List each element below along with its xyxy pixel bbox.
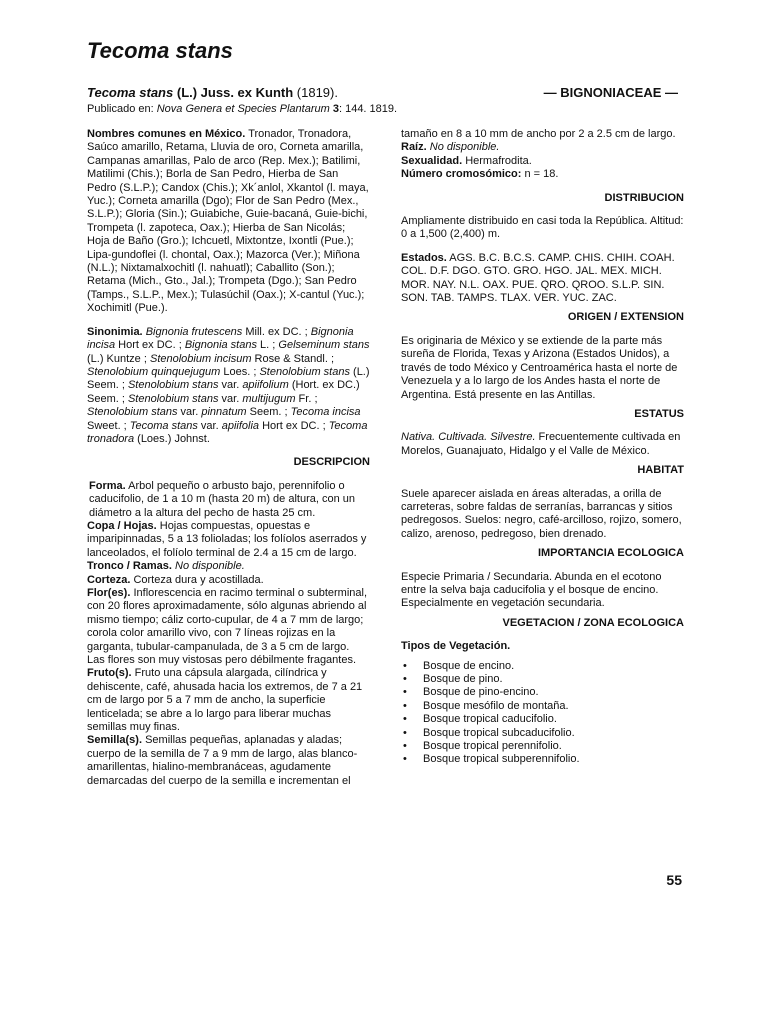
synonym-author: Mill. ex DC. ;: [242, 325, 311, 338]
left-column: [87, 128, 370, 788]
synonym-author: var.: [197, 419, 222, 432]
estatus: [401, 431, 684, 458]
list-item: • Bosque tropical subperennifolio.: [401, 753, 684, 766]
desc-semilla: [87, 734, 370, 788]
distribucion-text: Ampliamente distribuido en casi toda la República. Altitud: 0 a 1,500 (2,400) m.: [401, 215, 684, 241]
raiz: [401, 141, 684, 154]
section-heading-vegetacion: VEGETACION / ZONA ECOLOGICA: [502, 616, 684, 629]
synonym-author: (L.) Kuntze ;: [87, 352, 150, 365]
synonym-name: apiifolia: [221, 419, 260, 432]
publication-volume: 3: [332, 103, 339, 115]
publication-work: Nova Genera et Species Plantarum: [156, 103, 330, 115]
tronco-text: No disponible.: [171, 560, 245, 573]
publication-pages: : 144. 1819.: [338, 103, 398, 115]
section-heading-estatus: ESTATUS: [634, 407, 684, 420]
synonym-author: Rose & Standl. ;: [251, 352, 335, 365]
forma-text: Arbol pequeño o arbusto bajo, perennifolio o caducifolio, de 1 a 10 m (hasta 20 m) de altura, con un diámetro a la altura del pecho de hasta 25 cm.: [89, 479, 355, 519]
estados-text: AGS. B.C. B.C.S. CAMP. CHIS. CHIH. COAH. COL. D.F. DGO. GTO. GRO. HGO. JAL. MEX. MICH. MOR. NAY. N.L. OAX. PUE. QRO. QROO. S.L.P. SIN. SON. TAB. TAMPS. TLAX. VER. YUC. ZAC.: [401, 251, 675, 305]
copa-text: Hojas compuestas, opuestas e imparipinnadas, 5 a 13 folioladas; los folíolos aserrados y lanceolados, el folíolo terminal de 2.4 a 15 cm de largo.: [87, 519, 367, 559]
list-item: • Bosque de encino.: [401, 660, 684, 673]
estatus-text: Frecuentemente cultivada en Morelos, Guanajuato, Hidalgo y el Valle de México.: [401, 431, 681, 457]
species-citation: [87, 85, 338, 100]
raiz-label: Raíz.: [401, 141, 427, 154]
flor-label: Flor(es).: [87, 587, 131, 599]
page-title: Tecoma stans: [87, 38, 233, 63]
synonym-author: L. ;: [256, 339, 279, 352]
tipos-label: Tipos de Vegetación.: [401, 640, 511, 653]
synonym-name: multijugum: [242, 392, 296, 405]
family-name: — BIGNONIACEAE —: [543, 85, 678, 100]
species-year: (1819).: [296, 85, 338, 100]
semilla-label: Semilla(s).: [87, 734, 143, 747]
estados-label: Estados.: [401, 251, 447, 264]
importancia-text: Especie Primaria / Secundaria. Abunda en el ecotono entre la selva baja caducifolia y el bosque de encino. Especialmente en vegetación secundaria.: [401, 570, 662, 610]
synonym-name: Stenolobium stans: [127, 392, 219, 405]
synonym-name: Tecoma incisa: [290, 406, 361, 419]
species-name: Tecoma stans: [87, 85, 174, 100]
cromosomas-text: n = 18.: [521, 168, 559, 181]
synonym-author: Sweet. ;: [87, 419, 130, 432]
raiz-text: No disponible.: [426, 141, 500, 154]
cromosomas-label: Número cromosómico:: [401, 168, 522, 181]
flor-text: Inflorescencia en racimo terminal o subterminal, con 20 flores aproximadamente, sólo algunas abriendo al mismo tiempo; cáliz corto-cupular, de 4 a 7 mm de largo; corola color amarillo vivo, con 7 líneas rojizas en la garganta, tubular-campanulada, de 3 a 5 cm de largo. Las flores son muy vistosas pero débilmente fragantes.: [87, 587, 368, 667]
section-heading-distribucion: DISTRIBUCION: [604, 191, 684, 204]
synonym-author: Fr. ;: [295, 392, 318, 405]
fruto-label: Fruto(s).: [87, 667, 132, 680]
right-column: [401, 128, 684, 767]
list-item: • Bosque mesófilo de montaña.: [401, 700, 684, 713]
synonym-name: pinnatum: [201, 406, 247, 419]
list-item: • Bosque de pino.: [401, 673, 684, 686]
copa-label: Copa / Hojas.: [87, 519, 157, 532]
synonymy: [87, 326, 370, 447]
synonym-author: var.: [177, 406, 202, 419]
synonym-author: (Loes.) Johnst.: [134, 432, 210, 445]
sexualidad-text: Hermafrodita.: [462, 154, 532, 167]
seed-continuation: tamaño en 8 a 10 mm de ancho por 2 a 2.5 cm de largo.: [401, 128, 676, 140]
habitat-text: Suele aparecer aislada en áreas alteradas, a orilla de carreteras, sobre faldas de serranías, barrancas y sitios pedregosos. Suelos: negro, café-arcilloso, rojizo, somero, calizo, arenoso, pedregoso, bien drenado.: [401, 487, 682, 540]
species-author: (L.) Juss. ex Kunth: [176, 85, 294, 100]
desc-corteza: [87, 574, 370, 587]
origen-text: Es originaria de México y se extiende de la parte más sureña de Florida, Texas y Arizona (Estados Unidos), a través de todo México y Centroamérica hasta el norte de Venezuela y a lo largo de los Andes hasta el norte de Argentina. Está presente en las Antillas.: [401, 334, 678, 401]
desc-copa: [87, 520, 370, 560]
synonym-name: Stenolobium stans: [259, 365, 350, 378]
desc-fruto: [87, 667, 370, 734]
page-number: 55: [666, 872, 682, 888]
fruto-text: Fruto una cápsula alargada, cilíndrica y dehiscente, café, ahusada hacia los extremos, de 7 a 21 cm de largo por 5 a 7 mm de ancho, la superficie lenticelada; se abre a lo largo para liberar muchas semillas muy finas.: [87, 667, 363, 734]
synonym-name: Stenolobium incisum: [149, 352, 252, 365]
synonym-author: Seem. ;: [246, 406, 291, 419]
synonym-author: var.: [218, 379, 243, 392]
corteza-label: Corteza.: [87, 573, 131, 586]
synonym-name: Bignonia stans: [184, 339, 257, 352]
section-heading-habitat: HABITAT: [637, 464, 684, 477]
corteza-text: Corteza dura y acostillada.: [130, 573, 264, 586]
vegetation-list: [401, 660, 684, 767]
publication-line: [87, 103, 397, 115]
synonym-name: Bignonia incisa: [87, 325, 354, 352]
synonym-author: Hort ex DC. ;: [115, 339, 185, 352]
section-heading-descripcion: DESCRIPCION: [293, 456, 370, 469]
synonym-author: (L.) Seem. ;: [87, 365, 370, 392]
synonym-name: Tecoma stans: [129, 419, 198, 432]
desc-tronco: [87, 560, 370, 573]
list-item: • Bosque tropical perennifolio.: [401, 740, 684, 753]
cromosomas: [401, 168, 684, 181]
synonym-name: Stenolobium quinquejugum: [87, 365, 221, 378]
estatus-italic: Nativa. Cultivada. Silvestre.: [401, 431, 536, 444]
semilla-text: Semillas pequeñas, aplanadas y aladas; cuerpo de la semilla de 7 a 9 mm de largo, alas blanco-amarillentas, hialino-membranáceas, agudamente demarcadas del cuerpo de la semilla e incrementan el: [87, 734, 358, 787]
list-item: • Bosque tropical subcaducifolio.: [401, 727, 684, 740]
synonym-author: var.: [218, 392, 243, 405]
tronco-label: Tronco / Ramas.: [87, 560, 172, 573]
list-item: • Bosque tropical caducifolio.: [401, 713, 684, 726]
sexualidad: [401, 155, 684, 168]
tipos-vegetacion: [401, 640, 684, 653]
synonym-name: apiifolium: [242, 379, 289, 392]
section-heading-importancia: IMPORTANCIA ECOLOGICA: [537, 547, 684, 560]
common-names-text: Tronador, Tronadora, Saúco amarillo, Retama, Lluvia de oro, Corneta amarilla, Campanas amarillas, Palo de arco (Rep. Mex.); Batilimi, Matilimi (Chis.); Borla de San Pedro, Hierba de San Pedro (S.L.P.); Candox (Chis.); Xk´anlol, Xkantol (l. maya, Yuc.); Corneta amarilla (Dgo); Flor de San Pedro (Mex., S.L.P.); Gloria (Sin.); Guiabiche, Guie-bacaná, Guie-bichi, Trompeta (l. zapoteca, Oax.); Hierba de San Nicolás; Hoja de Baño (Gro.); Ichcuetl, Mixtontze, Ixontli (Pue.); Lipa-gundoflei (l. chontal, Oax.); Mazorca (Ver.); Miñona (N.L.); Nixtamalxochitl (l. nahuatl); Caballito (Son.); Retama (Mich., Gto., Jal.); Trompeta (Dgo.); San Pedro (Tamps., S.L.P., Mex.); Tulasúchil (Oax.); X-cantul (Yuc.); Xochimitl (Pue.).: [87, 128, 369, 315]
synonym-name: Stenolobium stans: [87, 406, 178, 419]
list-item: • Bosque de pino-encino.: [401, 686, 684, 699]
sexualidad-label: Sexualidad.: [401, 154, 463, 167]
section-heading-origen: ORIGEN / EXTENSION: [567, 311, 684, 324]
publication-label: Publicado en:: [87, 103, 154, 115]
forma-label: Forma.: [89, 479, 126, 492]
common-names-label: Nombres comunes en México.: [87, 128, 246, 140]
synonym-name: Gelseminum stans: [278, 339, 370, 352]
synonym-author: Loes. ;: [220, 365, 260, 378]
synonymy-label: Sinonimia.: [87, 325, 143, 338]
synonym-name: Tecoma tronadora: [87, 419, 368, 445]
desc-forma: [87, 480, 370, 520]
synonym-name: Bignonia frutescens: [145, 325, 243, 338]
desc-flor: [87, 587, 370, 667]
synonym-name: Stenolobium stans: [127, 379, 219, 392]
estados: [401, 252, 684, 306]
common-names: [87, 128, 370, 316]
synonym-author: (Hort. ex DC.) Seem. ;: [87, 379, 360, 405]
synonym-author: Hort ex DC. ;: [259, 419, 329, 432]
